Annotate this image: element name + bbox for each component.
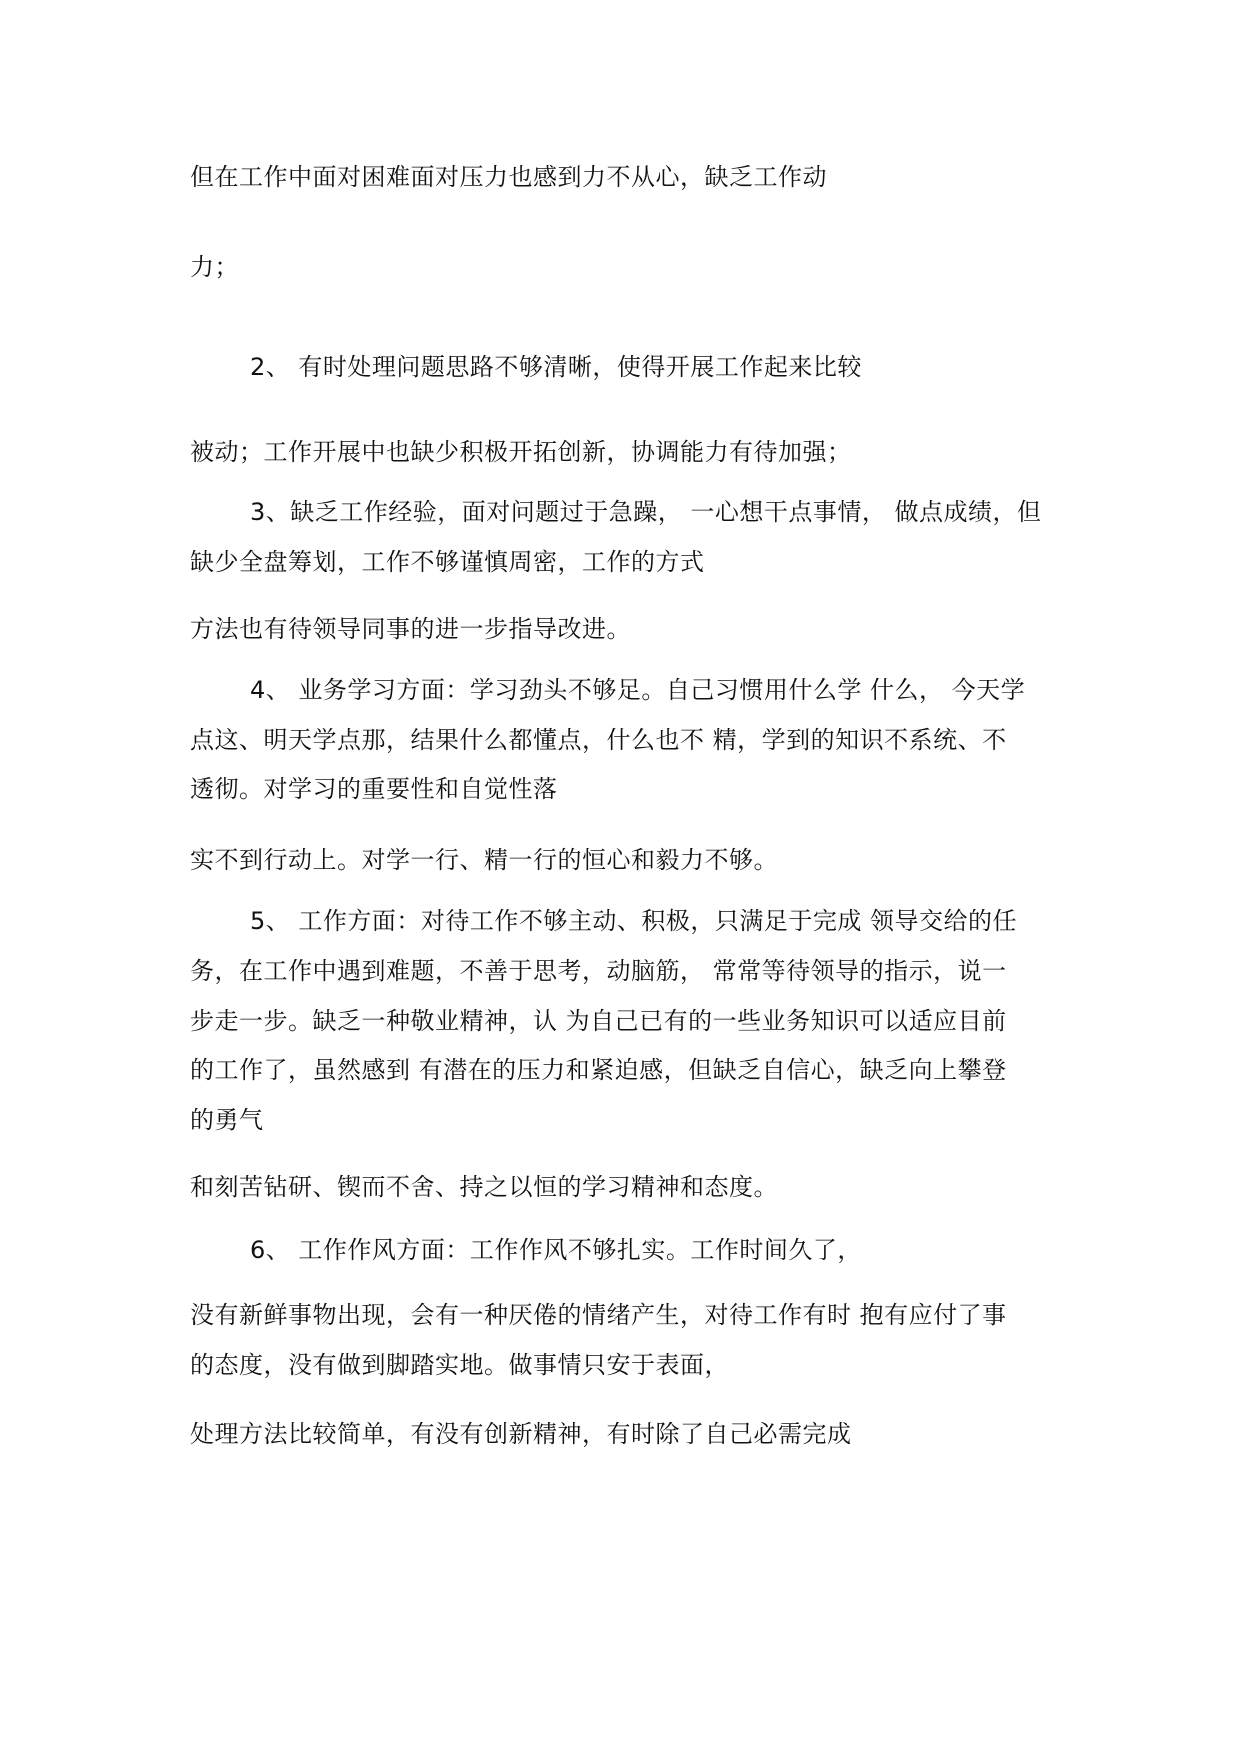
text-line: 的勇气: [190, 1106, 264, 1134]
text-line: 的工作了，虽然感到 有潜在的压力和紧迫感，但缺乏自信心，缺乏向上攀登: [190, 1056, 1007, 1084]
text-line: 4、 业务学习方面：学习劲头不够足。自己习惯用什么学 什么， 今天学: [250, 676, 1026, 704]
text-line: 缺少全盘筹划，工作不够谨慎周密，工作的方式: [190, 548, 705, 576]
text-line: 步走一步。缺乏一种敬业精神，认 为自己已有的一些业务知识可以适应目前: [190, 1007, 1007, 1035]
text-line: 点这、明天学点那，结果什么都懂点，什么也不 精，学到的知识不系统、不: [190, 726, 1007, 754]
text-line: 被动；工作开展中也缺少积极开拓创新，协调能力有待加强；: [190, 438, 852, 466]
text-line: 没有新鲜事物出现，会有一种厌倦的情绪产生，对待工作有时 抱有应付了事: [190, 1301, 1007, 1329]
text-line: 务，在工作中遇到难题，不善于思考，动脑筋， 常常等待领导的指示，说一: [190, 957, 1007, 985]
text-line: 2、 有时处理问题思路不够清晰，使得开展工作起来比较: [250, 353, 862, 381]
text-line: 方法也有待领导同事的进一步指导改进。: [190, 615, 631, 643]
text-line: 的态度，没有做到脚踏实地。做事情只安于表面，: [190, 1351, 729, 1379]
text-line: 但在工作中面对困难面对压力也感到力不从心，缺乏工作动: [190, 163, 827, 191]
text-line: 和刻苦钻研、锲而不舍、持之以恒的学习精神和态度。: [190, 1173, 778, 1201]
text-line: 实不到行动上。对学一行、精一行的恒心和毅力不够。: [190, 846, 778, 874]
text-line: 处理方法比较简单，有没有创新精神，有时除了自己必需完成: [190, 1420, 852, 1448]
text-line: 3、缺乏工作经验，面对问题过于急躁， 一心想干点事情， 做点成绩，但: [250, 498, 1042, 526]
text-line: 6、 工作作风方面：工作作风不够扎实。工作时间久了，: [250, 1236, 862, 1264]
text-line: 力；: [190, 253, 239, 281]
text-line: 透彻。对学习的重要性和自觉性落: [190, 775, 558, 803]
text-line: 5、 工作方面：对待工作不够主动、积极，只满足于完成 领导交给的任: [250, 907, 1018, 935]
